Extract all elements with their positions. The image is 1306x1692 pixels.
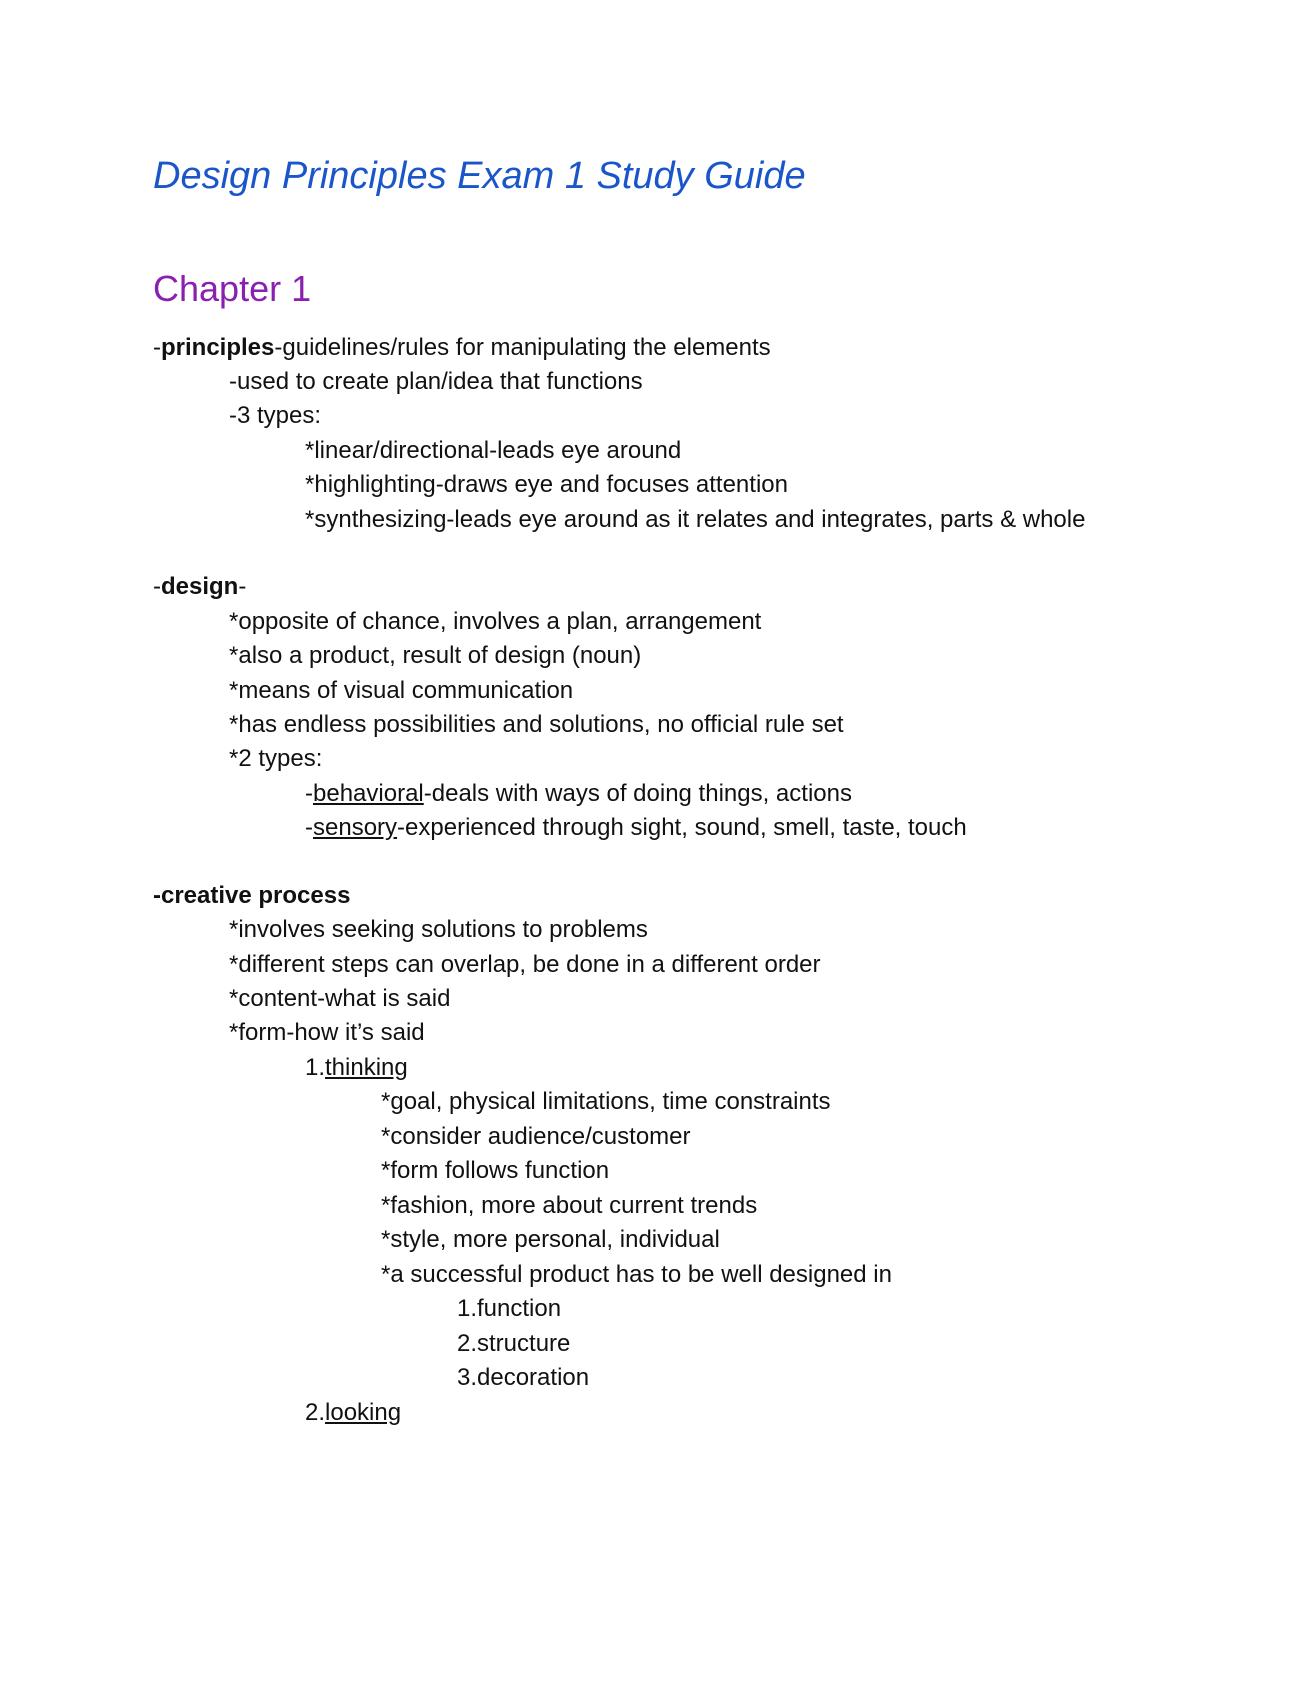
design-aspect-function: 1.function [457,1295,562,1322]
sensory-term: sensory [313,814,398,841]
behavioral-def: -deals with ways of doing things, actions [423,780,852,807]
principles-types: -3 types: [229,402,322,429]
design-point-5: *2 types: [229,745,323,772]
document-title: Design Principles Exam 1 Study Guide [153,155,806,197]
thinking-point-1: *goal, physical limitations, time constraints [381,1088,831,1115]
design-heading [153,572,246,602]
step-thinking-number: 1. [305,1054,326,1081]
behavioral-term: behavioral [313,780,424,807]
sensory-dash: - [305,814,313,841]
creative-point-1: *involves seeking solutions to problems [229,916,648,943]
creative-point-4: *form-how it’s said [229,1019,425,1046]
principles-definition [153,333,771,363]
sensory-def: -experienced through sight, sound, smell, taste, touch [397,814,967,841]
creative-point-2: *different steps can overlap, be done in a different order [229,951,821,978]
step-looking [305,1398,401,1428]
creative-process-heading: -creative process [153,882,351,909]
step-thinking [305,1053,408,1083]
design-suffix: - [238,573,247,600]
thinking-point-6: *a successful product has to be well designed in [381,1261,892,1288]
behavioral-dash: - [305,780,313,807]
principles-term: principles [161,334,275,361]
chapter-heading: Chapter 1 [153,268,312,309]
step-looking-number: 2. [305,1399,326,1426]
principles-type-highlighting: *highlighting-draws eye and focuses attention [305,471,788,498]
design-type-sensory [305,813,967,843]
principles-type-linear: *linear/directional-leads eye around [305,437,682,464]
thinking-point-2: *consider audience/customer [381,1123,691,1150]
thinking-point-5: *style, more personal, individual [381,1226,720,1253]
thinking-point-3: *form follows function [381,1157,610,1184]
design-point-3: *means of visual communication [229,677,574,704]
design-aspect-decoration: 3.decoration [457,1364,590,1391]
principles-dash: - [153,334,161,361]
step-looking-term: looking [325,1399,402,1426]
principles-def: -guidelines/rules for manipulating the elements [274,334,771,361]
design-point-1: *opposite of chance, involves a plan, arrangement [229,608,762,635]
design-dash: - [153,573,161,600]
thinking-point-4: *fashion, more about current trends [381,1192,758,1219]
principles-used: -used to create plan/idea that functions [229,368,643,395]
design-point-4: *has endless possibilities and solutions, no official rule set [229,711,844,738]
design-term: design [161,573,239,600]
design-aspect-structure: 2.structure [457,1330,571,1357]
design-point-2: *also a product, result of design (noun) [229,642,642,669]
creative-point-3: *content-what is said [229,985,451,1012]
design-type-behavioral [305,779,852,809]
step-thinking-term: thinking [325,1054,408,1081]
principles-type-synthesizing: *synthesizing-leads eye around as it relates and integrates, parts & whole [305,506,1086,533]
